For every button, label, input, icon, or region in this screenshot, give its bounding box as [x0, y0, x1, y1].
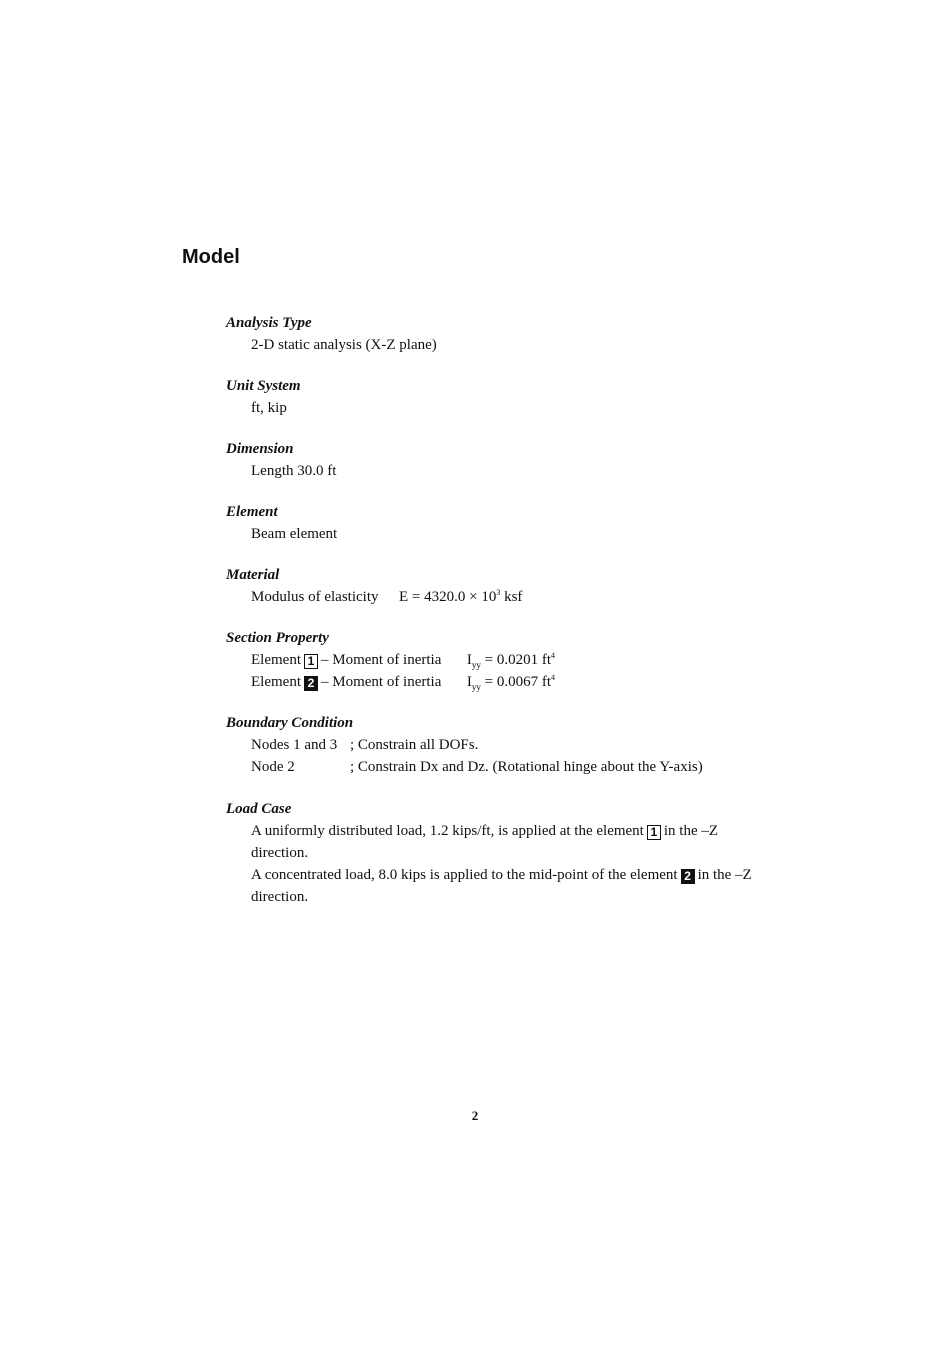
section-title: Load Case: [226, 801, 292, 817]
page-title: Model: [182, 246, 240, 268]
inertia-subscript: yy: [471, 682, 481, 692]
page-number: 2: [471, 1108, 479, 1123]
section-title: Dimension: [226, 441, 294, 457]
material-unit: ksf: [500, 589, 523, 605]
element-1-box-icon: 1: [647, 825, 661, 840]
section-title: Element: [226, 504, 278, 520]
boundary-nodes: Node 2: [251, 759, 295, 775]
boundary-text: ; Constrain Dx and Dz. (Rotational hinge about the Y-axis): [350, 759, 703, 775]
load-case-line: [251, 864, 752, 886]
boundary-nodes: Nodes 1 and 3: [251, 737, 338, 753]
load-case-line: direction.: [251, 845, 309, 861]
inertia-exponent: 4: [551, 651, 555, 660]
boundary-condition-section: [226, 712, 703, 778]
dimension-section: [226, 438, 336, 482]
section-title: Unit System: [226, 378, 301, 394]
element-1-box-icon: 1: [304, 654, 318, 669]
section-property-section: [226, 627, 555, 693]
load-text: A uniformly distributed load, 1.2 kips/ft, is applied at the element: [251, 823, 644, 839]
section-title: Material: [226, 567, 280, 583]
inertia-symbol: I: [466, 652, 472, 668]
material-section: [226, 564, 522, 608]
element-2-box-icon: 2: [681, 869, 695, 884]
row-desc: – Moment of inertia: [320, 674, 442, 690]
section-property-row: [251, 649, 555, 671]
element-2-box-icon: 2: [304, 676, 318, 691]
material-equation: E = 4320.0 × 10: [399, 589, 497, 605]
inertia-value: = 0.0201 ft: [480, 652, 551, 668]
boundary-text: ; Constrain all DOFs.: [350, 737, 479, 753]
section-value: ft, kip: [251, 400, 287, 416]
material-line: [251, 586, 522, 608]
row-desc: – Moment of inertia: [320, 652, 442, 668]
load-text: in the –Z: [697, 867, 752, 883]
load-text: in the –Z: [663, 823, 719, 839]
load-case-section: [226, 798, 752, 908]
inertia-symbol: I: [466, 674, 472, 690]
load-case-line: direction.: [251, 889, 309, 905]
load-text: A concentrated load, 8.0 kips is applied to the mid-point of the element: [251, 867, 678, 883]
inertia-exponent: 4: [551, 673, 555, 682]
row-prefix: Element: [251, 674, 301, 690]
section-value: Length 30.0 ft: [251, 463, 337, 479]
unit-system-section: [226, 375, 301, 419]
inertia-subscript: yy: [471, 660, 481, 670]
section-title: Section Property: [226, 630, 329, 646]
element-section: [226, 501, 337, 545]
section-title: Analysis Type: [226, 315, 312, 331]
load-case-line: [251, 820, 752, 842]
boundary-row: [251, 734, 703, 756]
section-title: Boundary Condition: [226, 715, 354, 731]
analysis-type-section: [226, 312, 437, 356]
section-value: 2-D static analysis (X-Z plane): [251, 337, 437, 353]
section-value: Beam element: [251, 526, 338, 542]
section-property-row: [251, 671, 555, 693]
inertia-value: = 0.0067 ft: [480, 674, 551, 690]
boundary-row: [251, 756, 703, 778]
material-label: Modulus of elasticity: [251, 589, 379, 605]
material-exponent: 3: [496, 588, 501, 597]
row-prefix: Element: [251, 652, 301, 668]
